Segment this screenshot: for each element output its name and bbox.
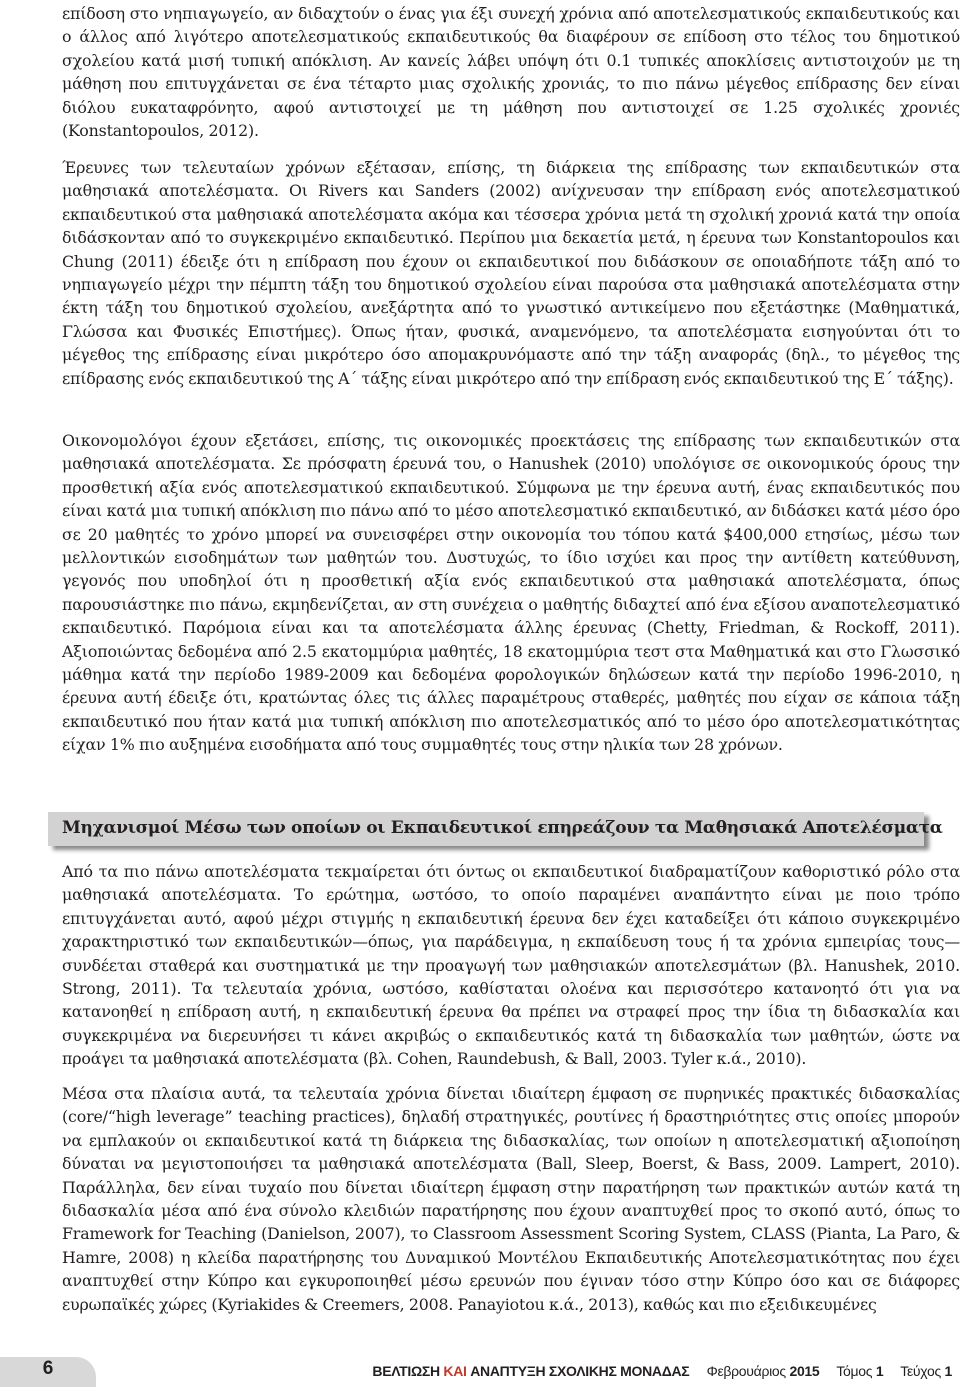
footer-year: 2015 — [789, 1363, 820, 1379]
journal-title-part2: ΚΑΙ — [443, 1363, 467, 1379]
page-number: 6 — [42, 1358, 54, 1379]
paragraph-2-block — [62, 156, 960, 390]
paragraph-5-block — [62, 1082, 960, 1316]
section-heading: Μηχανισμοί Μέσω των οποίων οι Εκπαιδευτικοί επηρεάζουν τα Μαθησιακά Αποτελέσματα — [62, 818, 943, 838]
paragraph-3: Οικονομολόγοι έχουν εξετάσει, επίσης, τις οικονομικές προεκτάσεις της επίδρασης των εκπαιδευτικών στα μαθησιακά αποτελέσματα. Σε πρόσφατη έρευνά του, ο Hanushek (2010) υπολόγισε σε οικονομικούς όρους την προσθετική αξία ενός αποτελεσματικού εκπαιδευτικού. Σύμφωνα με την έρευνα αυτή, ένας εκπαιδευτικός που είναι κατά μια τυπική απόκλιση πιο πάνω από το μέσο αποτελεσματικό εκπαιδευτικό, αν διδάσκει κατά μέσο όρο σε 20 μαθητές το χρόνο μπορεί να συνεισφέρει στην οικονομία του τόπου κατά $400,000 ετησίως, μέσω των μελλοντικών εισοδημάτων των μαθητών του. Δυστυχώς, το ίδιο ισχύει και προς την αντίθετη κατεύθυνση, γεγονός που υποδηλοί ότι η προσθετική αξία ενός εκπαιδευτικού στα μαθησιακά αποτελέσματα, όπως παρουσιάστηκε πιο πάνω, εκμηδενίζεται, αν στη συνέχεια ο μαθητής διδαχτεί από ένα εξίσου αναποτελεσματικό εκπαιδευτικό. Παρόμοια είναι και τα αποτελέσματα άλλης έρευνας (Chetty, Friedman, & Rockoff, 2011). Αξιοποιώντας δεδομένα από 2.5 εκατομμύρια μαθητές, 18 εκατομμύρια τεστ στα Μαθηματικά και στο Γλωσσικό μάθημα κατά την περίοδο 1989-2009 και δεδομένα φορολογικών δηλώσεων κατά την περίοδο 1996-2010, η έρευνα αυτή έδειξε ότι, κρατώντας όλες τις άλλες παραμέτρους σταθερές, μαθητές που είχαν σε κάποια τάξη εκπαιδευτικό που ήταν κατά μια τυπική απόκλιση πιο αποτελεσματικός από το μέσο όρο αποτελεσματικότητας είχαν 1% πιο αυξημένα εισοδήματα από τους συμμαθητές τους στην ηλικία των 28 χρόνων. — [62, 431, 960, 755]
footer-issue-label: Τεύχος — [900, 1363, 941, 1379]
paragraph-4: Από τα πιο πάνω αποτελέσματα τεκμαίρεται ότι όντως οι εκπαιδευτικοί διαδραματίζουν καθοριστικό ρόλο στα μαθησιακά αποτελέσματα. Το ερώτημα, ωστόσο, το οποίο παραμένει αναπάντητο είναι με ποιο τρόπο επιτυγχάνεται αυτό, αφού μέχρι στιγμής η εκπαιδευτική έρευνα δεν έχει καταδείξει ότι κάποιο συγκεκριμένο χαρακτηριστικό των εκπαιδευτικών—όπως, για παράδειγμα, η εκπαίδευση τους ή τα χρόνια εμπειρίας τους—συνδέεται σταθερά και συστηματικά με την προαγωγή των μαθησιακών αποτελεσμάτων (βλ. Hanushek, 2010. Strong, 2011). Τα τελευταία χρόνια, ωστόσο, καθίσταται ολοένα και περισσότερο κατανοητό ότι για να κατανοηθεί η επίδραση αυτή, η εκπαιδευτική έρευνα θα πρέπει να στραφεί προς την ίδια τη διδασκαλία και συγκεκριμένα να διερευνήσει τι κάνει ακριβώς ο εκπαιδευτικός κατά τη διδασκαλία των μαθητών, ώστε να προάγει τα μαθησιακά αποτελέσματα (βλ. Cohen, Raundebush, & Ball, 2003. Tyler κ.ά., 2010). — [62, 862, 960, 1069]
paragraph-1: επίδοση στο νηπιαγωγείο, αν διδαχτούν ο ένας για έξι συνεχή χρόνια από αποτελεσματικούς εκπαιδευτικούς και ο άλλος από λιγότερο αποτελεσματικούς εκπαιδευτικούς θα διαφέρουν σε επίδοση στο τέλος του δημοτικού σχολείου κατά μισή τυπική απόκλιση. Αν κανείς λάβει υπόψη ότι 0.1 τυπικές αποκλίσεις αντιστοιχούν με τη μάθηση που επιτυγχάνεται σε ένα τέταρτο μιας σχολικής χρονιάς, το πιο πάνω μέγεθος επίδρασης δεν είναι διόλου ευκαταφρόνητο, αφού αντιστοιχεί με τη μάθηση που αντιστοιχεί σε 1.25 σχολικές χρονιές (Konstantopoulos, 2012). — [62, 4, 960, 141]
journal-title-part3: ΑΝΑΠΤΥΞΗ ΣΧΟΛΙΚΗΣ ΜΟΝΑΔΑΣ — [470, 1363, 690, 1379]
paragraph-1-block — [62, 2, 960, 142]
footer-issue: 1 — [944, 1363, 952, 1379]
footer-volume-label: Τόμος — [836, 1363, 873, 1379]
paragraph-5: Μέσα στα πλαίσια αυτά, τα τελευταία χρόνια δίνεται ιδιαίτερη έμφαση σε πυρηνικές πρακτικές διδασκαλίας (core/“high leverage” teaching practices), δηλαδή στρατηγικές, ρουτίνες ή δραστηριότητες στις οποίες μπορούν να εμπλακούν οι εκπαιδευτικοί κατά τη διάρκεια της διδασκαλίας, των οποίων η αποτελεσματική αξιοποίηση δύναται να μεγιστοποιήσει τα μαθησιακά αποτελέσματα (Ball, Sleep, Boerst, & Bass, 2009. Lampert, 2010). Παράλληλα, δεν είναι τυχαίο που δίνεται ιδιαίτερη έμφαση στην παρατήρηση των πρακτικών αυτών κατά τη διδασκαλία μέσα από ένα σύνολο κλειδιών παρατήρησης που έχουν αναπτυχθεί προς το σκοπό αυτό, όπως το Framework for Teaching (Danielson, 2007), το Classroom Assessment Scoring System, CLASS (Pianta, La Paro, & Hamre, 2008) η κλείδα παρατήρησης του Δυναμικού Μοντέλου Εκπαιδευτικής Αποτελεσματικότητας που έχει αναπτυχθεί στην Κύπρο και εγκυροποιηθεί μέσω ερευνών που έγιναν τόσο στην Κύπρο όσο και σε διάφορες ευρωπαϊκές χώρες (Kyriakides & Creemers, 2008. Panayiotou κ.ά., 2013), καθώς και πιο εξειδικευμένες — [62, 1084, 960, 1314]
journal-title-part1: ΒΕΛΤΙΩΣΗ — [372, 1363, 440, 1379]
footer-month: Φεβρουάριος — [706, 1363, 786, 1379]
footer-volume: 1 — [875, 1363, 884, 1379]
paragraph-3-block — [62, 429, 960, 757]
paragraph-4-block — [62, 860, 960, 1071]
paragraph-2: Έρευνες των τελευταίων χρόνων εξέτασαν, επίσης, τη διάρκεια της επίδρασης των εκπαιδευτικών στα μαθησιακά αποτελέσματα. Οι Rivers και Sanders (2002) ανίχνευσαν την επίδραση ενός αποτελεσματικού εκπαιδευτικού στα μαθησιακά αποτελέσματα ακόμα και τέσσερα χρόνια μετά τη σχολική χρονιά κατά την οποία διδάσκονταν από το συγκεκριμένο εκπαιδευτικό. Περίπου μια δεκαετία μετά, η έρευνα των Konstantopoulos και Chung (2011) έδειξε ότι η επίδραση που έχουν οι εκπαιδευτικοί που διδάσκουν σε οποιαδήποτε τάξη από το νηπιαγωγείο μέχρι την πέμπτη τάξη του δημοτικού σχολείου είναι παρούσα στα μαθησιακά αποτελέσματα στην έκτη τάξη του δημοτικού σχολείου, ανεξάρτητα από το γνωστικό αντικείμενο που εξετάστηκε (Μαθηματικά, Γλώσσα και Φυσικές Επιστήμες). Όπως ήταν, φυσικά, αναμενόμενο, τα αποτελέσματα εισηγούνται ότι το μέγεθος της επίδρασης είναι μικρότερο όσο απομακρυνόμαστε από την τάξη αναφοράς (δηλ., το μέγεθος της επίδρασης ενός εκπαιδευτικού της Α΄ τάξης είναι μικρότερο από την επίδραση ενός εκπαιδευτικού της Ε΄ τάξης). — [62, 158, 960, 388]
journal-footer — [372, 1363, 952, 1379]
